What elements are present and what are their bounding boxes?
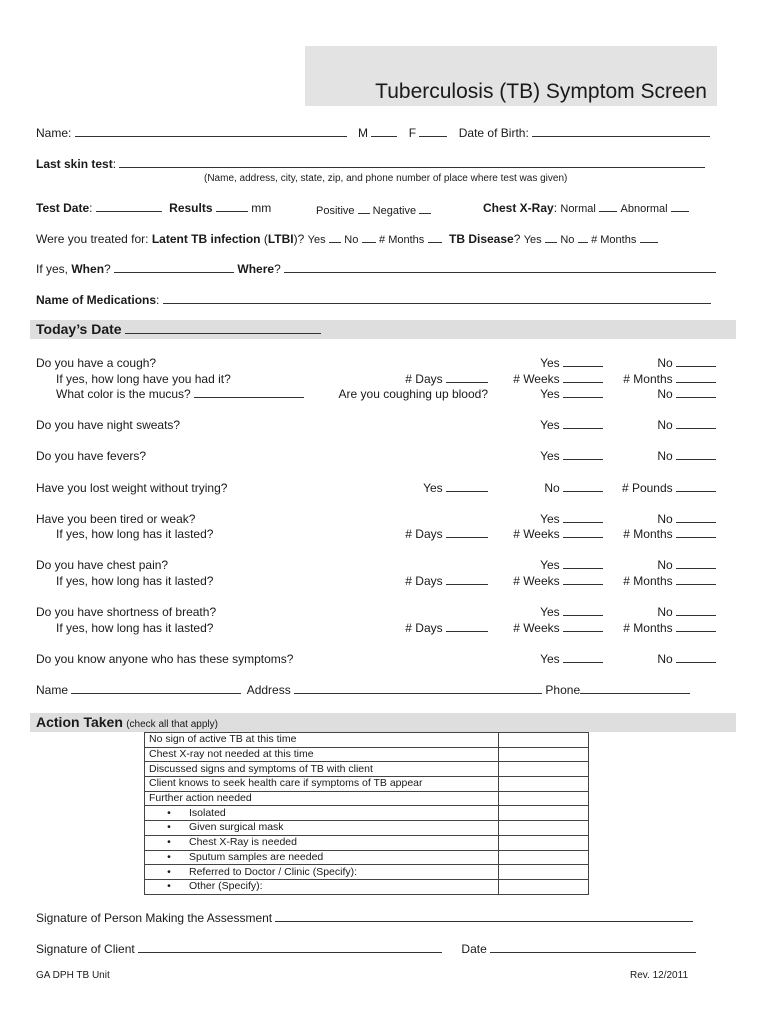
- medications-field[interactable]: [163, 293, 711, 304]
- cough-months-label: # Months: [623, 372, 673, 386]
- test-date-field[interactable]: [96, 201, 162, 212]
- action-row-check[interactable]: [499, 791, 589, 806]
- breath-yes[interactable]: [500, 605, 603, 619]
- q-mucus-color: [56, 387, 304, 401]
- action-sub-row: [145, 879, 589, 894]
- weight-yes[interactable]: [380, 481, 488, 495]
- cough-weeks[interactable]: [500, 372, 603, 386]
- medications-label: Name of Medications: [36, 293, 157, 307]
- q-coughing-blood: Are you coughing up blood?: [338, 387, 488, 401]
- tbd-no-field[interactable]: [578, 232, 588, 243]
- fevers-yes[interactable]: [500, 449, 603, 463]
- q-cough: Do you have a cough?: [36, 356, 157, 370]
- action-row: [145, 733, 589, 748]
- cough-weeks-label: # Weeks: [513, 372, 560, 386]
- assessor-signature-row: [36, 911, 693, 925]
- action-row: [145, 791, 589, 806]
- tbd-no-label: No: [560, 234, 575, 246]
- action-sub-row: [145, 865, 589, 880]
- tbd-months-field[interactable]: [640, 232, 658, 243]
- q-know-anyone: Do you know anyone who has these symptoms?: [36, 652, 294, 666]
- contact-phone-label: Phone: [545, 683, 581, 697]
- tired-months[interactable]: [600, 527, 716, 541]
- action-row-check[interactable]: [499, 747, 589, 762]
- action-sub-row: [145, 850, 589, 865]
- contact-address-label: Address: [246, 683, 291, 697]
- know-yes[interactable]: [500, 652, 603, 666]
- q-mucus-color-text: What color is the mucus?: [56, 387, 191, 401]
- action-sub-row-label: Given surgical mask: [189, 821, 284, 834]
- action-sub-row-label: Other (Specify):: [189, 880, 263, 893]
- client-signature-field[interactable]: [138, 942, 442, 953]
- chest-weeks[interactable]: [500, 574, 603, 588]
- weight-no-label: No: [544, 481, 560, 495]
- action-sub-row-label: Referred to Doctor / Clinic (Specify):: [189, 865, 358, 878]
- ltbi-months-label: # Months: [379, 234, 425, 246]
- q-breath-how-long: If yes, how long has it lasted?: [56, 621, 214, 635]
- pos-neg-row: [316, 203, 431, 217]
- m-label: M: [358, 126, 369, 140]
- bullet-icon: •: [167, 880, 171, 893]
- tired-weeks[interactable]: [500, 527, 603, 541]
- breath-no-label: No: [657, 605, 673, 619]
- ltbi-yes-field[interactable]: [329, 232, 341, 243]
- test-date-colon: :: [89, 201, 93, 215]
- tired-yes-label: Yes: [540, 512, 560, 526]
- ltbi-yes-label: Yes: [307, 234, 326, 246]
- q-chest-how-long: If yes, how long has it lasted?: [56, 574, 214, 588]
- dob-label: Date of Birth:: [458, 126, 529, 140]
- action-sub-row-check[interactable]: [499, 835, 589, 850]
- sweats-no-label: No: [657, 418, 673, 432]
- blood-yes-label: Yes: [540, 387, 560, 401]
- skin-test-hint: (Name, address, city, state, zip, and phone number of place where test was given): [204, 173, 568, 184]
- abnormal-field[interactable]: [671, 201, 689, 212]
- skin-test-row: [36, 157, 705, 171]
- action-sub-row-check[interactable]: [499, 865, 589, 880]
- q-weight-loss: Have you lost weight without trying?: [36, 481, 228, 495]
- signature-date-field[interactable]: [490, 942, 696, 953]
- breath-weeks[interactable]: [500, 621, 603, 635]
- contact-name-field[interactable]: [71, 683, 241, 694]
- action-sub-row-cell: [145, 821, 499, 836]
- tired-months-label: # Months: [623, 527, 673, 541]
- cough-no-label: No: [657, 356, 673, 370]
- ltbi-no-label: No: [344, 234, 359, 246]
- weight-pounds-label: # Pounds: [621, 481, 673, 495]
- footer-right: Rev. 12/2011: [630, 970, 689, 981]
- action-sub-row-cell: [145, 850, 499, 865]
- sweats-yes[interactable]: [500, 418, 603, 432]
- contact-address-field[interactable]: [294, 683, 542, 694]
- action-sub-row-cell: [145, 835, 499, 850]
- chest-yes[interactable]: [500, 558, 603, 572]
- f-field[interactable]: [419, 126, 447, 137]
- mm-label: mm: [251, 201, 272, 215]
- weight-pounds[interactable]: [600, 481, 716, 495]
- action-sub-row: [145, 821, 589, 836]
- breath-months-label: # Months: [623, 621, 673, 635]
- sweats-no[interactable]: [616, 418, 716, 432]
- client-signature-label: Signature of Client: [36, 942, 135, 956]
- today-row: [36, 321, 321, 337]
- action-row-label: Discussed signs and symptoms of TB with client: [145, 762, 499, 777]
- action-sub-row-check[interactable]: [499, 850, 589, 865]
- bullet-icon: •: [167, 850, 171, 863]
- skin-test-colon: :: [112, 157, 117, 171]
- action-title: Action Taken: [36, 714, 123, 730]
- action-sub-row-label: Isolated: [189, 806, 226, 819]
- action-sub-row: [145, 806, 589, 821]
- if-yes-label: If yes,: [36, 262, 69, 276]
- tbd-months-label: # Months: [591, 234, 637, 246]
- action-sub-row-check[interactable]: [499, 879, 589, 894]
- weight-yes-label: Yes: [423, 481, 443, 495]
- treated-label: Were you treated for:: [36, 232, 149, 246]
- cough-yes-label: Yes: [540, 356, 560, 370]
- action-sub-row-check[interactable]: [499, 821, 589, 836]
- cough-days-label: # Days: [405, 372, 443, 386]
- negative-field[interactable]: [419, 203, 431, 214]
- action-row-check[interactable]: [499, 733, 589, 748]
- tired-no-label: No: [657, 512, 673, 526]
- assessor-signature-label: Signature of Person Making the Assessment: [36, 911, 273, 925]
- q-chest-pain: Do you have chest pain?: [36, 558, 169, 572]
- f-label: F: [408, 126, 417, 140]
- q-night-sweats: Do you have night sweats?: [36, 418, 181, 432]
- chest-days-label: # Days: [405, 574, 443, 588]
- assessor-signature-field[interactable]: [275, 911, 693, 922]
- tb-disease-label: TB Disease: [448, 232, 514, 246]
- medications-row: [36, 293, 711, 307]
- action-row: [145, 777, 589, 792]
- tired-weeks-label: # Weeks: [513, 527, 560, 541]
- action-row: [145, 762, 589, 777]
- tbd-yes-field[interactable]: [545, 232, 557, 243]
- normal-field[interactable]: [599, 201, 617, 212]
- tired-no[interactable]: [616, 512, 716, 526]
- name-row: [36, 126, 710, 140]
- last-skin-test-field[interactable]: [119, 157, 705, 168]
- know-no-label: No: [657, 652, 673, 666]
- when-where-row: If yes, When? Where?: [36, 262, 716, 276]
- tired-days[interactable]: [380, 527, 488, 541]
- tired-yes[interactable]: [500, 512, 603, 526]
- title-banner: [305, 46, 717, 106]
- q-fevers: Do you have fevers?: [36, 449, 147, 463]
- know-no[interactable]: [616, 652, 716, 666]
- q-cough-how-long: If yes, how long have you had it?: [56, 372, 231, 386]
- tired-days-label: # Days: [405, 527, 443, 541]
- contact-phone-field[interactable]: [580, 683, 690, 694]
- chest-xray-colon: :: [553, 201, 558, 215]
- action-row-label: Further action needed: [145, 791, 499, 806]
- bullet-icon: •: [167, 865, 171, 878]
- chest-months-label: # Months: [623, 574, 673, 588]
- where-field[interactable]: [284, 262, 716, 273]
- treated-row: Were you treated for: Latent TB infection (LTBI)? Yes No # Months TB Disease? Yes No # Months: [36, 232, 658, 246]
- normal-label: Normal: [560, 203, 596, 215]
- action-heading: [36, 714, 218, 730]
- action-sub-row-label: Chest X-Ray is needed: [189, 836, 297, 849]
- chest-yes-label: Yes: [540, 558, 560, 572]
- fevers-yes-label: Yes: [540, 449, 560, 463]
- breath-days[interactable]: [380, 621, 488, 635]
- breath-yes-label: Yes: [540, 605, 560, 619]
- when-label: When: [71, 262, 105, 276]
- action-subtitle: (check all that apply): [126, 719, 218, 730]
- client-signature-row: [36, 942, 696, 956]
- chest-no-label: No: [657, 558, 673, 572]
- mucus-color-field[interactable]: [194, 387, 304, 398]
- today-date-field[interactable]: [125, 322, 321, 334]
- tbd-yes-label: Yes: [523, 234, 542, 246]
- ltbi-months-field[interactable]: [428, 232, 442, 243]
- ltbi-label: LTBI: [267, 232, 294, 246]
- dob-field[interactable]: [532, 126, 710, 137]
- contact-name-label: Name: [36, 683, 69, 697]
- cough-yes[interactable]: [500, 356, 603, 370]
- name-field[interactable]: [75, 126, 347, 137]
- blood-no[interactable]: [616, 387, 716, 401]
- fevers-no-label: No: [657, 449, 673, 463]
- abnormal-label: Abnormal: [620, 203, 668, 215]
- breath-months[interactable]: [600, 621, 716, 635]
- q-tired-how-long: If yes, how long has it lasted?: [56, 527, 214, 541]
- q-tired: Have you been tired or weak?: [36, 512, 196, 526]
- cough-days[interactable]: [380, 372, 488, 386]
- action-row-check[interactable]: [499, 777, 589, 792]
- name-label: Name:: [36, 126, 72, 140]
- medications-colon: :: [156, 293, 160, 307]
- last-skin-test-label: Last skin test: [36, 157, 113, 171]
- chest-weeks-label: # Weeks: [513, 574, 560, 588]
- chest-no[interactable]: [616, 558, 716, 572]
- positive-label: Positive: [316, 205, 355, 217]
- action-sub-row-cell: [145, 806, 499, 821]
- action-sub-row: [145, 835, 589, 850]
- contact-row: [36, 683, 690, 697]
- know-yes-label: Yes: [540, 652, 560, 666]
- breath-weeks-label: # Weeks: [513, 621, 560, 635]
- action-row-label: No sign of active TB at this time: [145, 733, 499, 748]
- results-label: Results: [169, 201, 213, 215]
- weight-no[interactable]: [500, 481, 603, 495]
- chest-xray-row: [483, 201, 689, 215]
- action-table: [144, 732, 589, 895]
- sweats-yes-label: Yes: [540, 418, 560, 432]
- chest-days[interactable]: [380, 574, 488, 588]
- page-title: Tuberculosis (TB) Symptom Screen: [375, 80, 707, 103]
- action-sub-row-check[interactable]: [499, 806, 589, 821]
- results-field[interactable]: [216, 201, 248, 212]
- action-sub-row-label: Sputum samples are needed: [189, 850, 324, 863]
- blood-yes[interactable]: [500, 387, 603, 401]
- action-row-label: Chest X-ray not needed at this time: [145, 747, 499, 762]
- bullet-icon: •: [167, 806, 171, 819]
- negative-label: Negative: [372, 205, 417, 217]
- footer-left: GA DPH TB Unit: [36, 970, 110, 981]
- today-date-label: Today’s Date: [36, 321, 122, 337]
- q-shortness-breath: Do you have shortness of breath?: [36, 605, 217, 619]
- breath-days-label: # Days: [405, 621, 443, 635]
- breath-no[interactable]: [616, 605, 716, 619]
- action-sub-row-cell: [145, 879, 499, 894]
- bullet-icon: •: [167, 821, 171, 834]
- action-row: [145, 747, 589, 762]
- chest-xray-label: Chest X-Ray: [483, 201, 554, 215]
- action-row-label: Client knows to seek health care if symptoms of TB appear: [145, 777, 499, 792]
- test-date-label: Test Date: [36, 201, 90, 215]
- chest-months[interactable]: [600, 574, 716, 588]
- m-field[interactable]: [371, 126, 397, 137]
- signature-date-label: Date: [461, 942, 487, 956]
- action-sub-row-cell: [145, 865, 499, 880]
- cough-no[interactable]: [616, 356, 716, 370]
- when-field[interactable]: [114, 262, 234, 273]
- bullet-icon: •: [167, 836, 171, 849]
- cough-months[interactable]: [600, 372, 716, 386]
- positive-field[interactable]: [358, 203, 370, 214]
- action-row-check[interactable]: [499, 762, 589, 777]
- fevers-no[interactable]: [616, 449, 716, 463]
- blood-no-label: No: [657, 387, 673, 401]
- latent-label: Latent TB infection: [151, 232, 261, 246]
- ltbi-no-field[interactable]: [362, 232, 376, 243]
- test-date-row: [36, 201, 271, 215]
- where-label: Where: [237, 262, 275, 276]
